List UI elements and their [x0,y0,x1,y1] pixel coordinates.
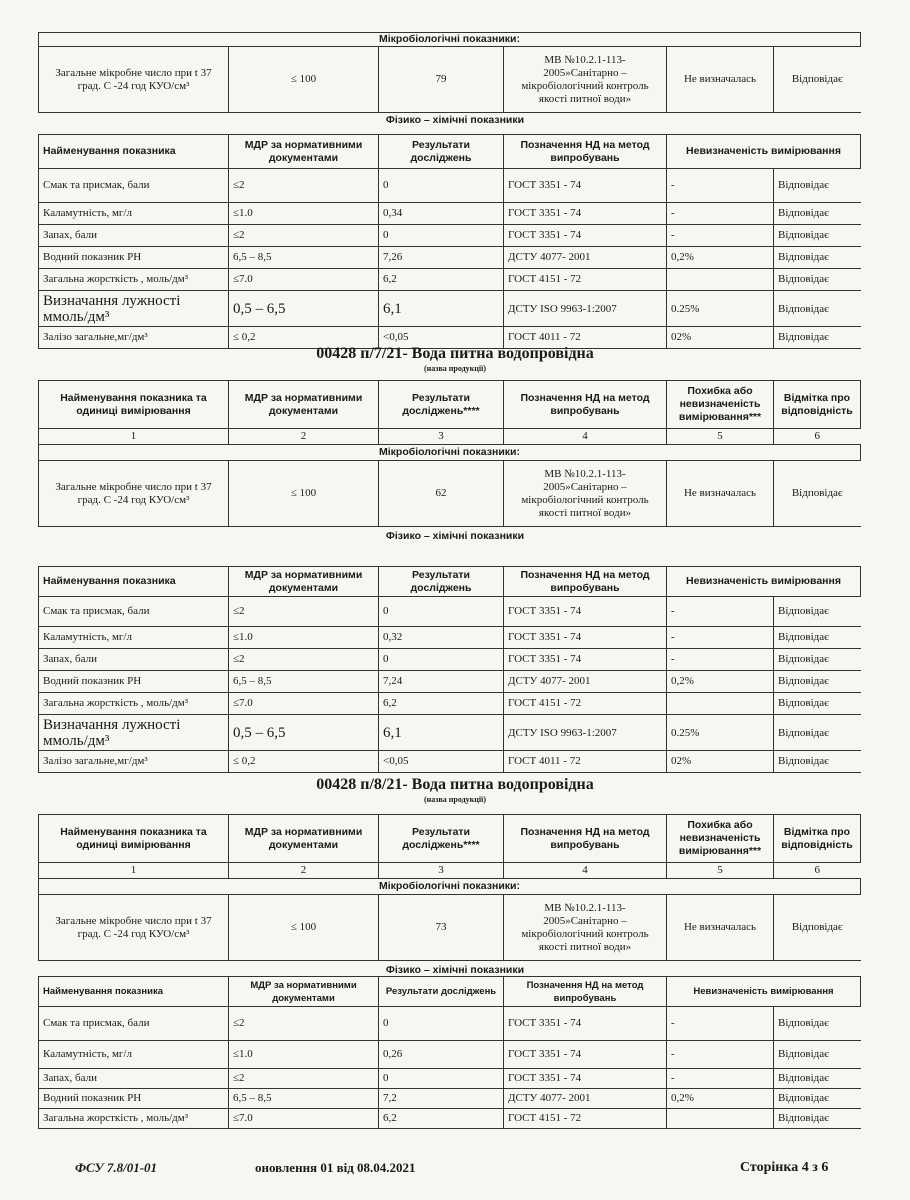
row-unc: 0,2% [667,1089,774,1109]
micro-result: 79 [379,47,504,113]
row-result: 6,1 [379,715,504,751]
row-mdr: ≤2 [229,649,379,671]
row-mdr: ≤1.0 [229,203,379,225]
row-method: ДСТУ 4077- 2001 [504,247,667,269]
col-header: Похибка або невизначеність вимірювання*** [667,815,774,863]
col-header: Позначення НД на метод випробувань [504,815,667,863]
row-method: ГОСТ 4151 - 72 [504,1109,667,1129]
physchem-title: Фізико – хімічні показники [385,114,525,126]
sample2-main-table [38,380,861,527]
row-mark: Відповідає [774,1089,861,1109]
row-mdr: 6,5 – 8,5 [229,1089,379,1109]
row-unc: 02% [667,751,774,773]
col-header: Найменування показника [39,567,229,597]
col-header: Позначення НД на метод випробувань [504,381,667,429]
col-header: Найменування показника [39,977,229,1007]
col-header: МДР за нормативними документами [229,977,379,1007]
row-name: Запах, бали [39,225,229,247]
sample3-physchem-table [38,976,861,1129]
row-method: ГОСТ 3351 - 74 [504,1007,667,1041]
micro-mark: Відповідає [774,47,861,113]
row-unc: - [667,1041,774,1069]
col-header: Результати досліджень**** [379,815,504,863]
col-header: Найменування показника та одиниці вимірювання [39,381,229,429]
row-result: 0 [379,1069,504,1089]
row-mdr: ≤7.0 [229,1109,379,1129]
row-mark: Відповідає [774,327,861,349]
col-number: 2 [229,863,379,879]
row-mark: Відповідає [774,1069,861,1089]
row-unc: 02% [667,327,774,349]
row-mark: Відповідає [774,225,861,247]
row-name: Водний показник PH [39,1089,229,1109]
micro-header: Мікробіологічні показники: [39,879,861,895]
row-result: 7,2 [379,1089,504,1109]
row-mark: Відповідає [774,627,861,649]
col-number: 4 [504,429,667,445]
col-header: МДР за нормативними документами [229,135,379,169]
row-name: Залізо загальне,мг/дм³ [39,327,229,349]
micro-header: Мікробіологічні показники: [39,33,861,47]
row-method: ГОСТ 4011 - 72 [504,751,667,773]
col-header: Позначення НД на метод випробувань [504,135,667,169]
col-number: 2 [229,429,379,445]
col-header: Відмітка про відповідність [774,381,861,429]
col-header: Позначення НД на метод випробувань [504,977,667,1007]
micro-result: 62 [379,461,504,527]
row-unc [667,269,774,291]
row-method: ДСТУ 4077- 2001 [504,1089,667,1109]
col-number: 6 [774,429,861,445]
micro-mark: Відповідає [774,895,861,961]
col-header: Позначення НД на метод випробувань [504,567,667,597]
row-name: Визначання лужності ммоль/дм³ [39,291,229,327]
row-result: 0 [379,1007,504,1041]
product-subtitle: (назва продукції) [423,795,486,804]
row-method: ГОСТ 3351 - 74 [504,203,667,225]
micro-name: Загальне мікробне число при t 37 град. С -24 год КУО/см³ [39,895,229,961]
row-unc: 0.25% [667,291,774,327]
col-header: Похибка або невизначеність вимірювання*** [667,381,774,429]
micro-method: МВ №10.2.1-113-2005»Санітарно – мікробіологічний контроль якості питної води» [504,461,667,527]
row-name: Смак та присмак, бали [39,169,229,203]
col-number: 5 [667,429,774,445]
row-mdr: ≤7.0 [229,269,379,291]
col-header: МДР за нормативними документами [229,381,379,429]
row-result: 7,24 [379,671,504,693]
row-mdr: 0,5 – 6,5 [229,715,379,751]
micro-name: Загальне мікробне число при t 37 град. С -24 год КУО/см³ [39,47,229,113]
row-result: <0,05 [379,751,504,773]
col-header: Невизначеність вимірювання [667,567,861,597]
row-result: 6,1 [379,291,504,327]
row-mark: Відповідає [774,751,861,773]
row-name: Загальна жорсткість , моль/дм³ [39,693,229,715]
row-method: ГОСТ 3351 - 74 [504,1069,667,1089]
row-mdr: ≤2 [229,1069,379,1089]
row-name: Запах, бали [39,649,229,671]
row-mark: Відповідає [774,291,861,327]
row-result: 0 [379,649,504,671]
row-method: ДСТУ 4077- 2001 [504,671,667,693]
row-unc: - [667,203,774,225]
row-unc [667,1109,774,1129]
col-number: 6 [774,863,861,879]
col-number: 5 [667,863,774,879]
product-subtitle: (назва продукції) [423,364,486,373]
row-result: <0,05 [379,327,504,349]
physchem-title: Фізико – хімічні показники [385,964,525,976]
row-method: ГОСТ 3351 - 74 [504,169,667,203]
row-unc [667,693,774,715]
row-method: ГОСТ 3351 - 74 [504,225,667,247]
row-unc: 0,2% [667,671,774,693]
micro-name: Загальне мікробне число при t 37 град. С -24 год КУО/см³ [39,461,229,527]
row-result: 0,26 [379,1041,504,1069]
col-number: 3 [379,429,504,445]
col-header: Відмітка про відповідність [774,815,861,863]
row-mark: Відповідає [774,1007,861,1041]
row-method: ГОСТ 3351 - 74 [504,649,667,671]
row-method: ГОСТ 4151 - 72 [504,269,667,291]
row-result: 0,32 [379,627,504,649]
col-header: Результати досліджень**** [379,381,504,429]
row-name: Водний показник PH [39,671,229,693]
micro-mark: Відповідає [774,461,861,527]
row-mdr: ≤ 0,2 [229,751,379,773]
revision-note: оновлення 01 від 08.04.2021 [255,1160,416,1175]
row-mdr: 6,5 – 8,5 [229,247,379,269]
row-unc: - [667,627,774,649]
row-mdr: ≤1.0 [229,1041,379,1069]
col-header: Результати досліджень [379,977,504,1007]
row-result: 0,34 [379,203,504,225]
row-mark: Відповідає [774,247,861,269]
product-title: 00428 п/8/21- Вода питна водопровідна [316,776,594,793]
page-number: Сторінка 4 з 6 [740,1160,829,1175]
top-physchem-table [38,134,861,349]
row-name: Загальна жорсткість , моль/дм³ [39,1109,229,1129]
micro-mdr: ≤ 100 [229,461,379,527]
row-name: Каламутність, мг/л [39,627,229,649]
row-mdr: ≤ 0,2 [229,327,379,349]
row-name: Смак та присмак, бали [39,597,229,627]
col-number: 4 [504,863,667,879]
row-mark: Відповідає [774,269,861,291]
micro-uncertainty: Не визначалась [667,461,774,527]
row-name: Водний показник PH [39,247,229,269]
col-header: МДР за нормативними документами [229,815,379,863]
micro-mdr: ≤ 100 [229,47,379,113]
row-name: Каламутність, мг/л [39,1041,229,1069]
micro-method: МВ №10.2.1-113-2005»Санітарно – мікробіологічний контроль якості питної води» [504,895,667,961]
col-header: Результати досліджень [379,135,504,169]
sample3-main-table [38,814,861,961]
row-name: Смак та присмак, бали [39,1007,229,1041]
row-mdr: ≤2 [229,225,379,247]
row-method: ГОСТ 3351 - 74 [504,597,667,627]
micro-uncertainty: Не визначалась [667,895,774,961]
row-result: 0 [379,169,504,203]
row-mark: Відповідає [774,649,861,671]
col-number: 1 [39,863,229,879]
row-result: 6,2 [379,269,504,291]
row-mdr: 0,5 – 6,5 [229,291,379,327]
form-code: ФСУ 7.8/01-01 [75,1160,158,1175]
row-mark: Відповідає [774,203,861,225]
col-header: Найменування показника [39,135,229,169]
micro-mdr: ≤ 100 [229,895,379,961]
row-method: ГОСТ 4011 - 72 [504,327,667,349]
col-header: Невизначеність вимірювання [667,977,861,1007]
row-unc: - [667,649,774,671]
row-mark: Відповідає [774,1109,861,1129]
row-unc: 0,2% [667,247,774,269]
row-unc: - [667,597,774,627]
micro-result: 73 [379,895,504,961]
row-result: 7,26 [379,247,504,269]
row-mark: Відповідає [774,169,861,203]
physchem-title: Фізико – хімічні показники [385,530,525,542]
row-unc: - [667,169,774,203]
col-header: Найменування показника та одиниці вимірювання [39,815,229,863]
col-number: 3 [379,863,504,879]
col-number: 1 [39,429,229,445]
row-mark: Відповідає [774,597,861,627]
row-name: Визначання лужності ммоль/дм³ [39,715,229,751]
row-unc: - [667,1007,774,1041]
row-name: Залізо загальне,мг/дм³ [39,751,229,773]
micro-uncertainty: Не визначалась [667,47,774,113]
row-mdr: 6,5 – 8,5 [229,671,379,693]
top-micro-table [38,32,861,113]
micro-method: МВ №10.2.1-113-2005»Санітарно – мікробіологічний контроль якості питної води» [504,47,667,113]
sample2-physchem-table [38,566,861,773]
row-mdr: ≤2 [229,597,379,627]
row-mdr: ≤1.0 [229,627,379,649]
row-mark: Відповідає [774,1041,861,1069]
row-method: ГОСТ 3351 - 74 [504,1041,667,1069]
micro-header: Мікробіологічні показники: [39,445,861,461]
row-unc: - [667,1069,774,1089]
row-method: ДСТУ ISO 9963-1:2007 [504,291,667,327]
row-mark: Відповідає [774,693,861,715]
col-header: Невизначеність вимірювання [667,135,861,169]
row-mark: Відповідає [774,715,861,751]
row-name: Каламутність, мг/л [39,203,229,225]
row-result: 6,2 [379,693,504,715]
row-unc: - [667,225,774,247]
row-method: ГОСТ 4151 - 72 [504,693,667,715]
row-mdr: ≤7.0 [229,693,379,715]
col-header: МДР за нормативними документами [229,567,379,597]
row-method: ГОСТ 3351 - 74 [504,627,667,649]
row-method: ДСТУ ISO 9963-1:2007 [504,715,667,751]
row-mdr: ≤2 [229,1007,379,1041]
row-mark: Відповідає [774,671,861,693]
product-title: 00428 п/7/21- Вода питна водопровідна [316,345,594,362]
row-result: 0 [379,225,504,247]
row-name: Загальна жорсткість , моль/дм³ [39,269,229,291]
row-result: 6,2 [379,1109,504,1129]
row-name: Запах, бали [39,1069,229,1089]
row-result: 0 [379,597,504,627]
row-mdr: ≤2 [229,169,379,203]
col-header: Результати досліджень [379,567,504,597]
row-unc: 0.25% [667,715,774,751]
